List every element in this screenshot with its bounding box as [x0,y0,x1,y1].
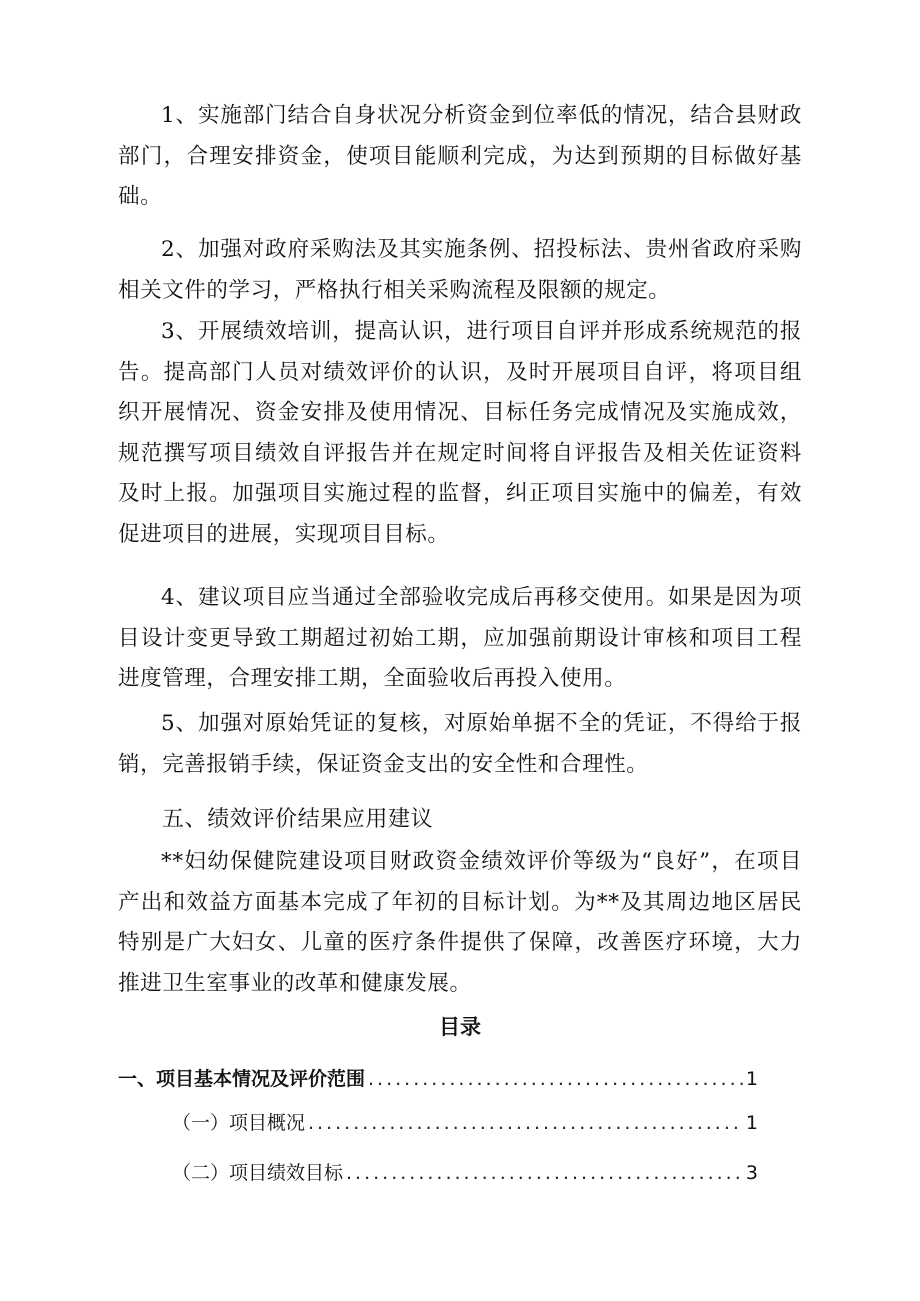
body-paragraph-2: 2、加强对政府采购法及其实施条例、招投标法、贵州省政府采购相关文件的学习，严格执行相关采购流程及限额的规定。 [118,237,802,303]
toc-entry-2[interactable] [172,1108,758,1138]
toc-entry-page: 1 [745,1112,758,1134]
toc-entry-1[interactable] [118,1064,758,1094]
toc-leader-dots [346,1158,743,1188]
toc-entry-page: 3 [745,1162,758,1184]
body-paragraph-3: 3、开展绩效培训，提高认识，进行项目自评并形成系统规范的报告。提高部门人员对绩效评价的认识，及时开展项目自评，将项目组织开展情况、资金安排及使用情况、目标任务完成情况及实施成效，规范撰写项目绩效自评报告并在规定时间将自评报告及相关佐证资料及时上报。加强项目实施过程的监督，纠正项目实施中的偏差，有效促进项目的进展，实现项目目标。 [118,319,802,547]
toc-title: 目录 [439,1015,481,1039]
toc-entry-label: （二）项目绩效目标 [172,1162,344,1184]
toc-leader-dots [368,1064,743,1094]
toc-leader-dots [308,1108,743,1138]
toc-entry-label: 一、项目基本情况及评价范围 [118,1068,366,1090]
toc-entry-page: 1 [745,1068,758,1090]
body-paragraph-1: 1、实施部门结合自身状况分析资金到位率低的情况，结合县财政部门，合理安排资金，使项目能顺利完成，为达到预期的目标做好基础。 [118,103,802,209]
body-paragraph-5: 5、加强对原始凭证的复核，对原始单据不全的凭证，不得给于报销，完善报销手续，保证资金支出的安全性和合理性。 [118,711,802,777]
body-paragraph-4: 4、建议项目应当通过全部验收完成后再移交使用。如果是因为项目设计变更导致工期超过初始工期，应加强前期设计审核和项目工程进度管理，合理安排工期，全面验收后再投入使用。 [118,585,802,691]
toc-entry-label: （一）项目概况 [172,1112,306,1134]
section-heading: 五、绩效评价结果应用建议 [162,807,434,832]
section-paragraph: **妇幼保健院建设项目财政资金绩效评价等级为“良好”，在项目产出和效益方面基本完成了年初的目标计划。为**及其周边地区居民特别是广大妇女、儿童的医疗条件提供了保障，改善医疗环境，大力推进卫生室事业的改革和健康发展。 [118,849,802,996]
toc-entry-3[interactable] [172,1158,758,1188]
